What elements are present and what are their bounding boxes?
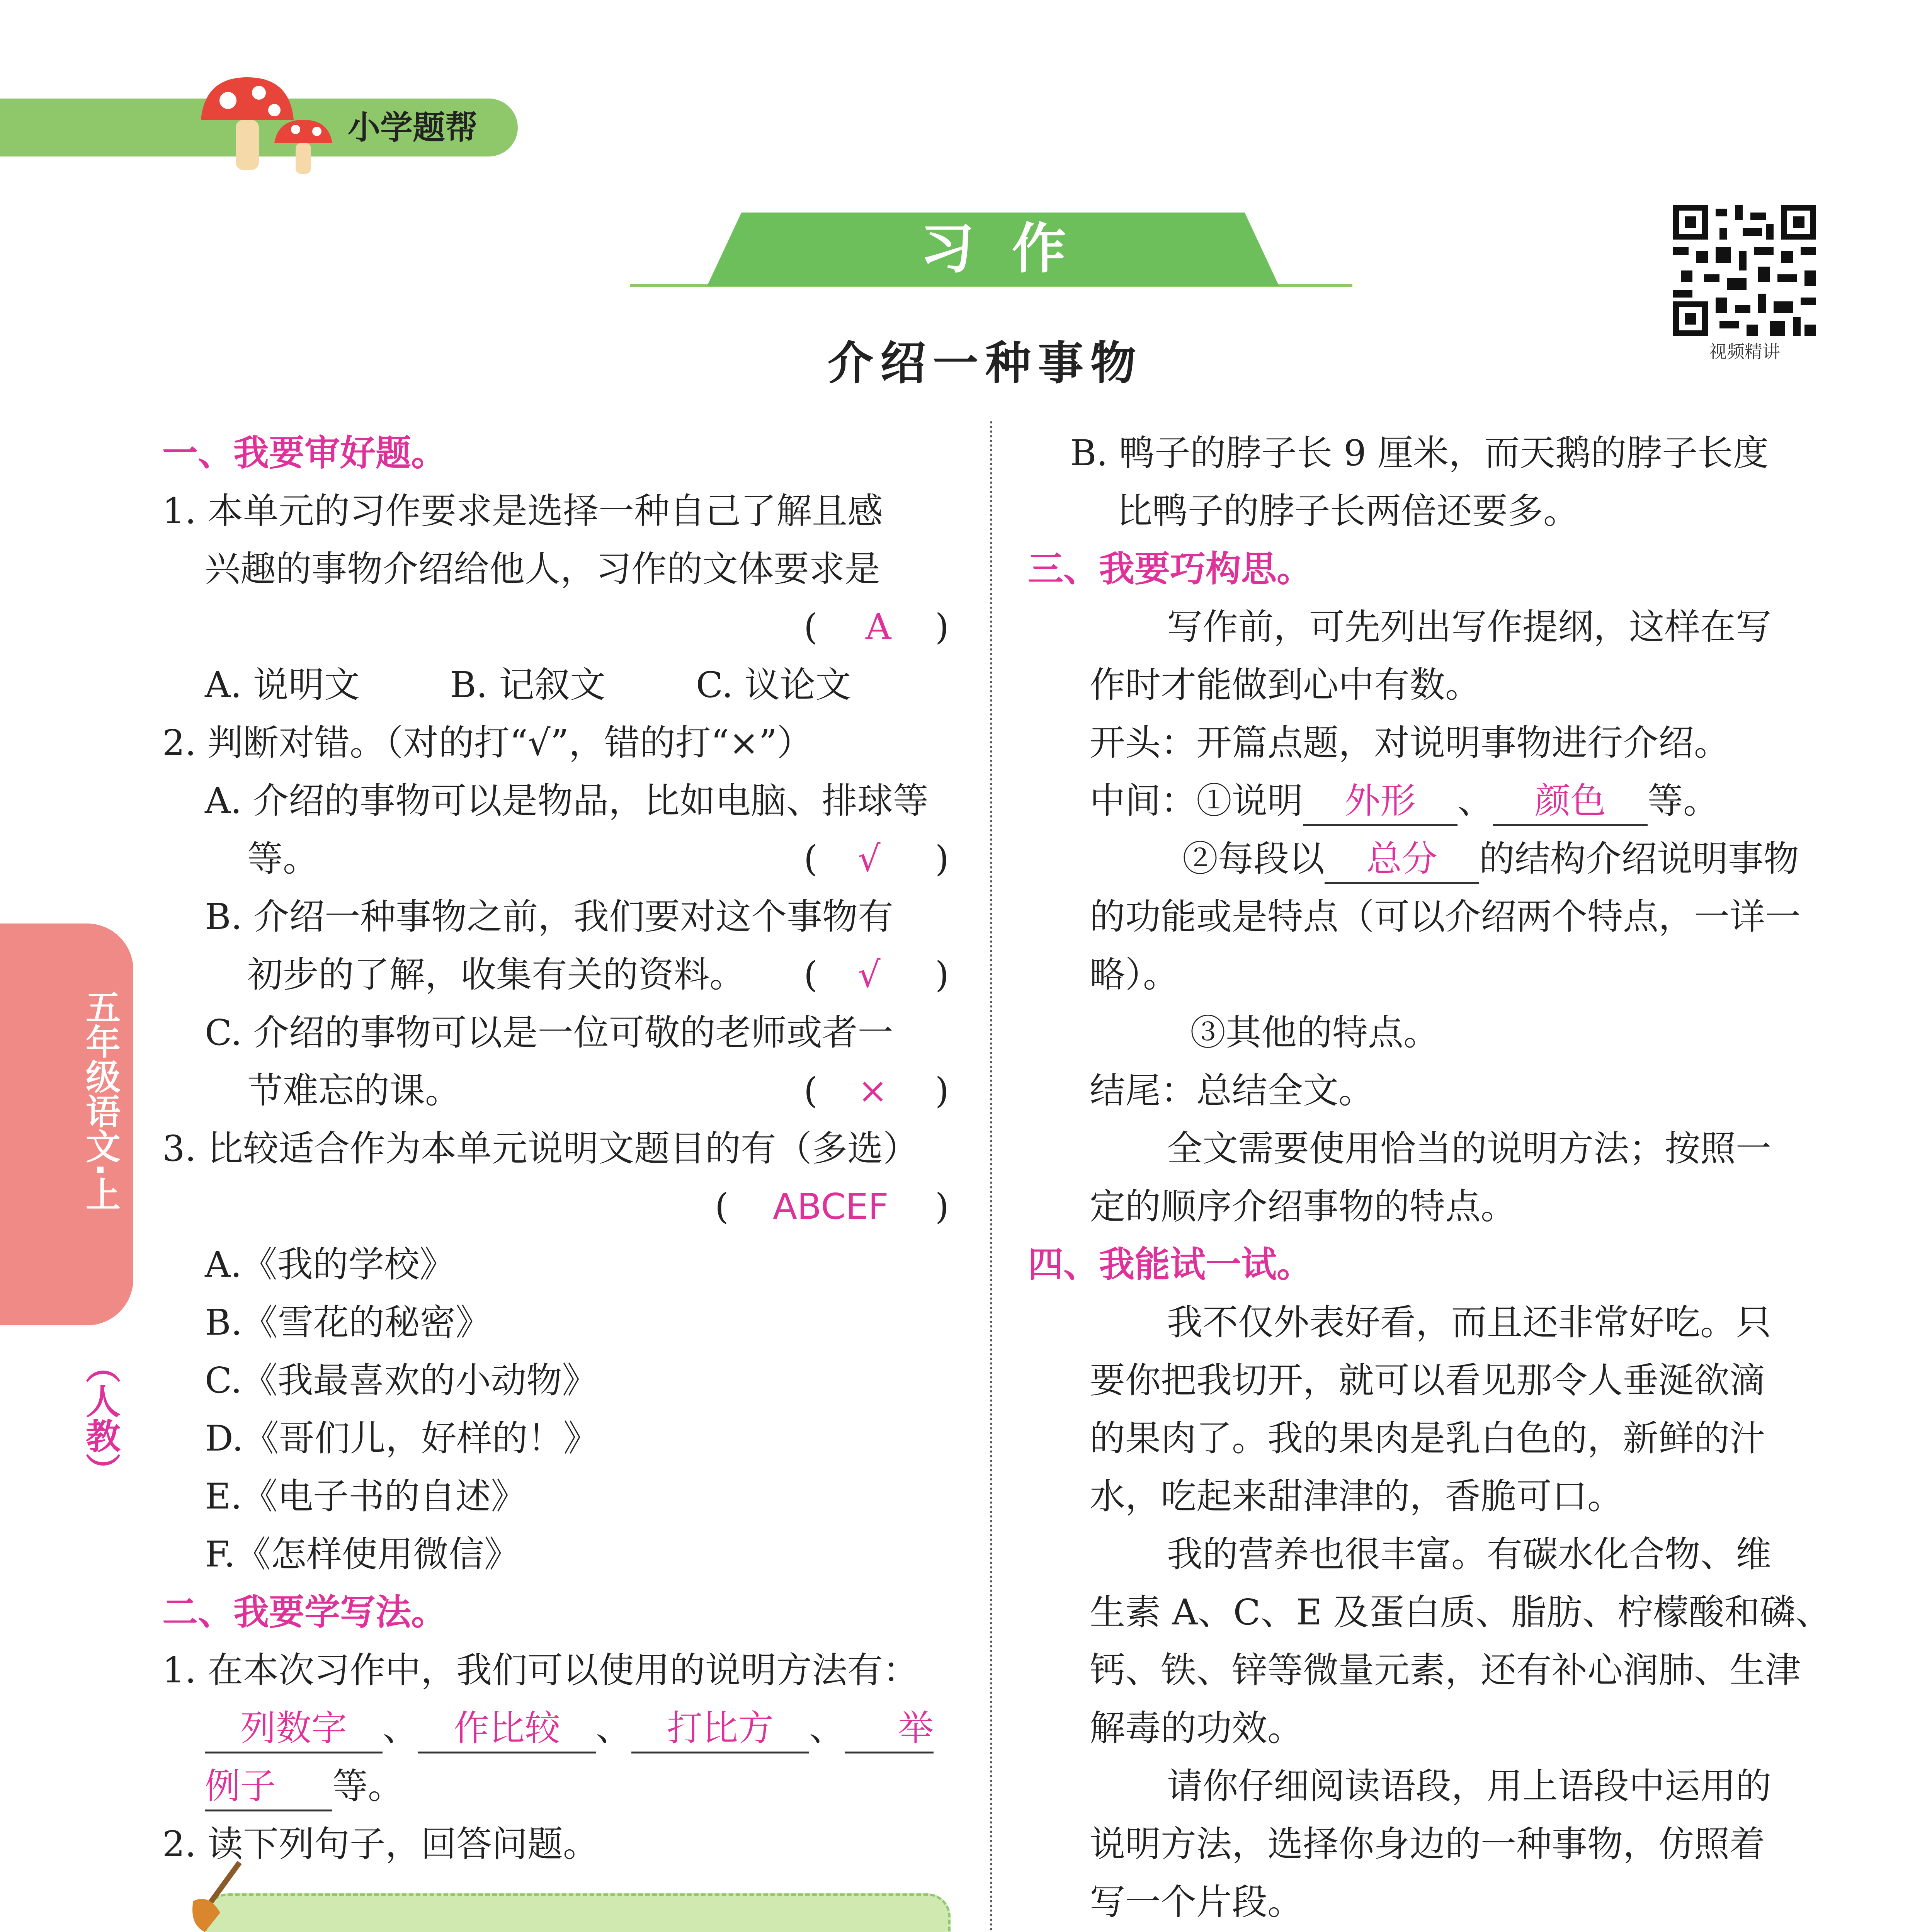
q2a-paren-close: ) bbox=[935, 838, 949, 879]
reading-line: 要你把我切开，就可以看见那令人垂涎欲滴 bbox=[1090, 1360, 1765, 1401]
outline-p2: 作时才能做到心中有数。 bbox=[1090, 664, 1481, 706]
separator: 、 bbox=[809, 1708, 845, 1749]
qr-code[interactable] bbox=[1673, 205, 1816, 336]
q1-options: A. 说明文 B. 记叙文 C. 议论文 bbox=[205, 664, 851, 706]
outline-p5 bbox=[1182, 830, 1799, 888]
reading-line: 我的营养也很丰富。有碳水化合物、维 bbox=[1167, 1534, 1772, 1575]
instruction-line: 写一个片段。 bbox=[1090, 1881, 1303, 1923]
q3-option: C.《我最喜欢的小动物》 bbox=[205, 1360, 598, 1401]
q2c-paren-close: ) bbox=[935, 1070, 949, 1111]
q2c-line-2: 节难忘的课。 bbox=[247, 1070, 461, 1111]
w3-option-b-2: 比鸭子的脖子长两倍还要多。 bbox=[1117, 490, 1579, 532]
q2-prompt: 2. 判断对错。（对的打“√”，错的打“×”） bbox=[162, 722, 813, 764]
q2b-paren-open: ( bbox=[804, 954, 818, 995]
qr-caption: 视频精讲 bbox=[1709, 341, 1780, 362]
q2c-answer: × bbox=[858, 1070, 888, 1111]
reading-line: 水，吃起来甜津津的，香脆可口。 bbox=[1090, 1476, 1623, 1517]
q3-option: F.《怎样使用微信》 bbox=[205, 1534, 520, 1575]
outline-text: ②每段以 bbox=[1182, 838, 1325, 879]
section-4-heading: 四、我能试一试。 bbox=[1028, 1244, 1313, 1285]
reading-line: 钙、铁、锌等微量元素，还有补心润肺、生津 bbox=[1090, 1650, 1801, 1691]
outline-p7: 略）。 bbox=[1090, 954, 1179, 995]
outline-p8: ③其他的特点。 bbox=[1190, 1012, 1439, 1053]
column-divider bbox=[990, 421, 992, 1932]
page-subtitle: 介绍一种事物 bbox=[827, 337, 1143, 390]
reading-line: 我不仅外表好看，而且还非常好吃。只 bbox=[1167, 1302, 1772, 1343]
outline-p11: 定的顺序介绍事物的特点。 bbox=[1090, 1186, 1517, 1227]
w1-blanks-line-2 bbox=[205, 1757, 403, 1815]
w3-option-b-1: B. 鸭子的脖子长 9 厘米，而天鹅的脖子长度 bbox=[1070, 432, 1769, 474]
q2c-line-1: C. 介绍的事物可以是一位可敬的老师或者一 bbox=[205, 1012, 893, 1053]
q2b-paren-close: ) bbox=[935, 954, 949, 995]
instruction-line: 请你仔细阅读语段，用上语段中运用的 bbox=[1167, 1765, 1772, 1807]
q3-option: A.《我的学校》 bbox=[205, 1244, 455, 1285]
outline-text: 的结构介绍说明事物 bbox=[1479, 838, 1799, 879]
broom-icon bbox=[182, 1859, 251, 1932]
outline-p10: 全文需要使用恰当的说明方法；按照一 bbox=[1167, 1128, 1772, 1169]
outline-answer-3: 总分 bbox=[1325, 836, 1479, 884]
w1-end: 等。 bbox=[332, 1765, 404, 1807]
side-tab-edition: （人教） bbox=[80, 1349, 120, 1488]
q2a-line-1: A. 介绍的事物可以是物品，比如电脑、排球等 bbox=[205, 780, 929, 821]
q1-line-1: 1. 本单元的习作要求是选择一种自己了解且感 bbox=[162, 490, 883, 532]
reading-line: 的果肉了。我的果肉是乳白色的，新鲜的汁 bbox=[1090, 1418, 1765, 1459]
outline-p1: 写作前，可先列出写作提纲，这样在写 bbox=[1167, 606, 1772, 648]
q3-paren-close: ) bbox=[935, 1186, 949, 1227]
separator: 、 bbox=[1458, 780, 1493, 821]
q3-option: D.《哥们儿，好样的！》 bbox=[205, 1418, 599, 1459]
q2b-line-1: B. 介绍一种事物之前，我们要对这个事物有 bbox=[205, 896, 894, 937]
q1-paren-close: ) bbox=[935, 606, 949, 648]
reading-line: 解毒的功效。 bbox=[1090, 1708, 1303, 1749]
outline-p6: 的功能或是特点（可以介绍两个特点，一详一 bbox=[1090, 896, 1801, 937]
outline-p9: 结尾：总结全文。 bbox=[1090, 1070, 1374, 1111]
brand-label: 小学题帮 bbox=[348, 109, 478, 146]
w1-answer-4a: 举 bbox=[845, 1705, 934, 1753]
q3-paren-open: ( bbox=[715, 1186, 729, 1227]
q2c-paren-open: ( bbox=[804, 1070, 818, 1111]
instruction-line: 说明方法，选择你身边的一种事物，仿照着 bbox=[1090, 1823, 1765, 1865]
separator: 、 bbox=[383, 1708, 418, 1749]
mushroom-logo bbox=[193, 70, 340, 178]
q3-answer: ABCEF bbox=[773, 1186, 889, 1227]
q3-option: E.《电子书的自述》 bbox=[205, 1476, 527, 1517]
outline-p4 bbox=[1090, 772, 1719, 830]
section-3-heading: 三、我要巧构思。 bbox=[1028, 548, 1313, 590]
q2a-answer: √ bbox=[858, 838, 881, 879]
q2b-answer: √ bbox=[858, 954, 881, 995]
section-title: 习 作 bbox=[920, 218, 1066, 281]
q2a-paren-open: ( bbox=[804, 838, 818, 879]
w1-answer-3: 打比方 bbox=[631, 1705, 809, 1753]
outline-text: 等。 bbox=[1648, 780, 1719, 821]
quote-box bbox=[205, 1893, 951, 1932]
w1-blanks-line bbox=[205, 1699, 934, 1757]
section-1-heading: 一、我要审好题。 bbox=[162, 432, 447, 474]
separator: 、 bbox=[596, 1708, 632, 1749]
w1-prompt: 1. 在本次习作中，我们可以使用的说明方法有： bbox=[162, 1650, 919, 1691]
w2-prompt: 2. 读下列句子，回答问题。 bbox=[162, 1823, 599, 1865]
q1-answer: A bbox=[866, 606, 891, 648]
w1-answer-4b: 例子 bbox=[205, 1763, 332, 1811]
outline-p3: 开头：开篇点题，对说明事物进行介绍。 bbox=[1090, 722, 1730, 764]
q1-paren-open: ( bbox=[804, 606, 818, 648]
q3-option: B.《雪花的秘密》 bbox=[205, 1302, 491, 1343]
q2a-line-2: 等。 bbox=[247, 838, 319, 879]
section-2-heading: 二、我要学写法。 bbox=[162, 1592, 447, 1633]
q3-prompt: 3. 比较适合作为本单元说明文题目的有（多选） bbox=[162, 1128, 919, 1169]
outline-answer-1: 外形 bbox=[1303, 778, 1458, 826]
q1-line-2: 兴趣的事物介绍给他人，习作的文体要求是 bbox=[205, 548, 881, 590]
reading-line: 生素 A、C、E 及蛋白质、脂肪、柠檬酸和磷、 bbox=[1090, 1592, 1831, 1633]
w1-answer-1: 列数字 bbox=[205, 1705, 383, 1753]
outline-answer-2: 颜色 bbox=[1493, 778, 1648, 826]
q2b-line-2: 初步的了解，收集有关的资料。 bbox=[247, 954, 745, 995]
quote-line-1 bbox=[309, 1928, 890, 1932]
side-tab-grade: 五年级语文·上 bbox=[80, 989, 120, 1211]
w1-answer-2: 作比较 bbox=[418, 1705, 596, 1753]
outline-text: 中间：①说明 bbox=[1090, 780, 1303, 821]
